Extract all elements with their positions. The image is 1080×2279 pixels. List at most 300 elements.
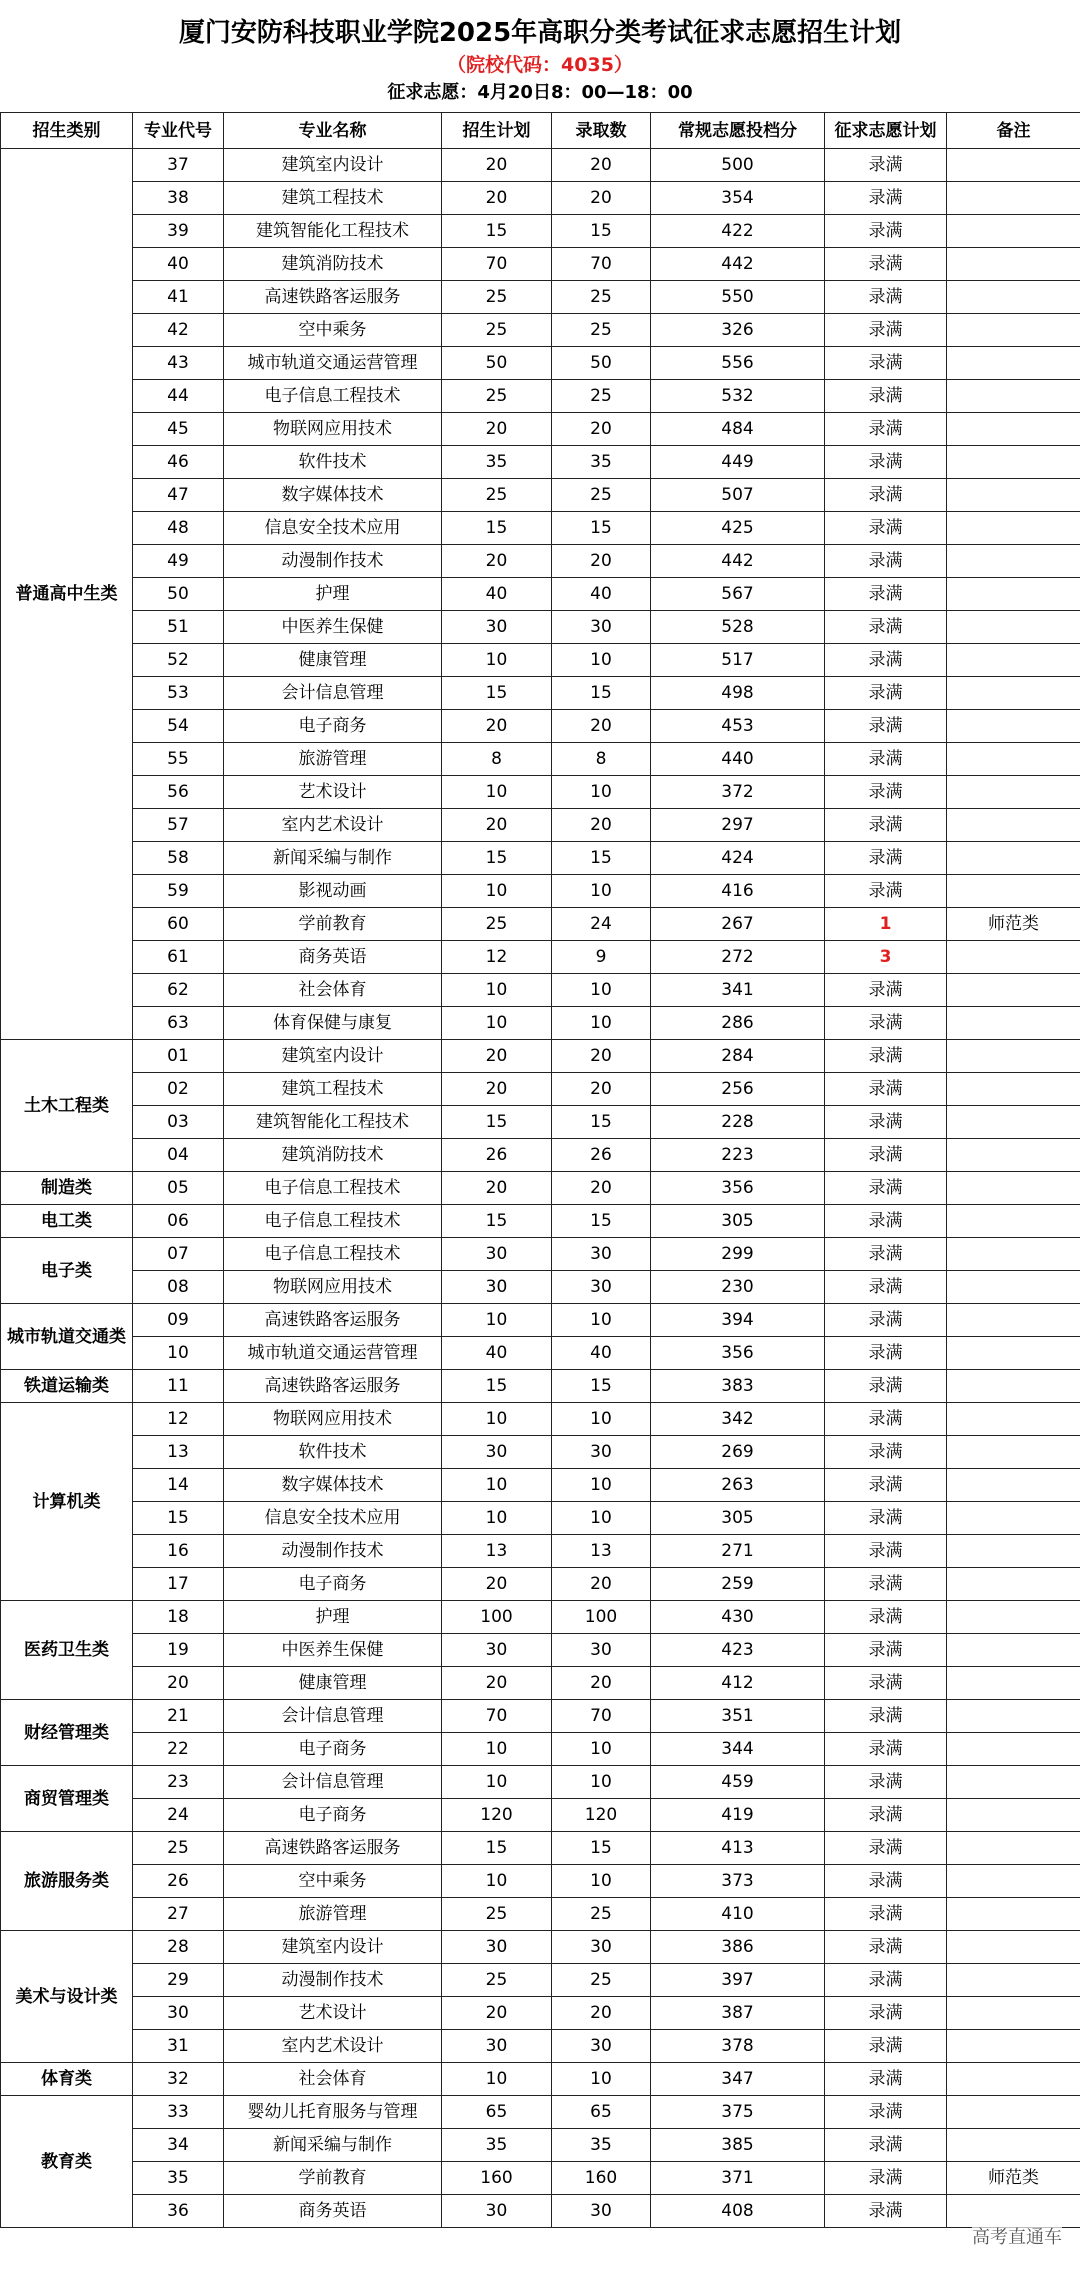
- cell-major: 健康管理: [224, 644, 442, 677]
- cell-plan: 20: [442, 1040, 552, 1073]
- cell-admitted: 15: [552, 1832, 651, 1865]
- cell-score: 385: [651, 2129, 825, 2162]
- table-row: [1, 1601, 1080, 1634]
- cell-admitted: 30: [552, 1634, 651, 1667]
- cell-remark: [947, 1238, 1080, 1271]
- cell-category: 商贸管理类: [1, 1766, 133, 1832]
- cell-category: 铁道运输类: [1, 1370, 133, 1403]
- col-header-major: 专业名称: [224, 113, 442, 149]
- cell-solicit-plan: 录满: [825, 875, 947, 908]
- cell-code: 19: [133, 1634, 224, 1667]
- cell-plan: 120: [442, 1799, 552, 1832]
- cell-admitted: 25: [552, 314, 651, 347]
- cell-plan: 35: [442, 2129, 552, 2162]
- cell-plan: 26: [442, 1139, 552, 1172]
- cell-plan: 15: [442, 1106, 552, 1139]
- table-row: [1, 512, 1080, 545]
- table-row: [1, 1799, 1080, 1832]
- cell-major: 高速铁路客运服务: [224, 1832, 442, 1865]
- cell-major: 建筑室内设计: [224, 1040, 442, 1073]
- cell-remark: [947, 1172, 1080, 1205]
- table-row: [1, 875, 1080, 908]
- cell-plan: 15: [442, 842, 552, 875]
- cell-code: 17: [133, 1568, 224, 1601]
- cell-major: 会计信息管理: [224, 1700, 442, 1733]
- cell-solicit-plan: 录满: [825, 1469, 947, 1502]
- cell-major: 建筑消防技术: [224, 248, 442, 281]
- table-row: [1, 1898, 1080, 1931]
- cell-major: 电子商务: [224, 1568, 442, 1601]
- cell-major: 社会体育: [224, 974, 442, 1007]
- cell-major: 城市轨道交通运营管理: [224, 1337, 442, 1370]
- cell-plan: 20: [442, 1568, 552, 1601]
- cell-admitted: 70: [552, 248, 651, 281]
- table-row: [1, 545, 1080, 578]
- cell-admitted: 30: [552, 1271, 651, 1304]
- cell-admitted: 20: [552, 149, 651, 182]
- cell-remark: [947, 1766, 1080, 1799]
- cell-plan: 40: [442, 1337, 552, 1370]
- cell-remark: [947, 1568, 1080, 1601]
- table-row: [1, 380, 1080, 413]
- table-row: [1, 710, 1080, 743]
- cell-score: 498: [651, 677, 825, 710]
- cell-remark: [947, 2129, 1080, 2162]
- cell-plan: 12: [442, 941, 552, 974]
- cell-plan: 30: [442, 2195, 552, 2228]
- cell-admitted: 10: [552, 2063, 651, 2096]
- admission-plan-table: [0, 112, 1080, 2228]
- cell-plan: 10: [442, 1766, 552, 1799]
- cell-remark: [947, 776, 1080, 809]
- cell-plan: 10: [442, 875, 552, 908]
- cell-score: 387: [651, 1997, 825, 2030]
- cell-plan: 100: [442, 1601, 552, 1634]
- table-row: [1, 611, 1080, 644]
- cell-admitted: 15: [552, 1205, 651, 1238]
- cell-remark: [947, 1337, 1080, 1370]
- table-row: [1, 2096, 1080, 2129]
- cell-major: 艺术设计: [224, 1997, 442, 2030]
- cell-remark: [947, 1304, 1080, 1337]
- page-header: [0, 0, 1080, 112]
- cell-score: 256: [651, 1073, 825, 1106]
- cell-category: 城市轨道交通类: [1, 1304, 133, 1370]
- cell-code: 05: [133, 1172, 224, 1205]
- cell-plan: 20: [442, 1172, 552, 1205]
- cell-category: 制造类: [1, 1172, 133, 1205]
- cell-solicit-plan: 1: [825, 908, 947, 941]
- col-header-plan: 招生计划: [442, 113, 552, 149]
- cell-major: 建筑工程技术: [224, 1073, 442, 1106]
- cell-score: 326: [651, 314, 825, 347]
- watermark: 高考直通车: [972, 2223, 1062, 2249]
- cell-admitted: 30: [552, 611, 651, 644]
- cell-major: 电子信息工程技术: [224, 1172, 442, 1205]
- table-row: [1, 1865, 1080, 1898]
- cell-admitted: 70: [552, 1700, 651, 1733]
- table-row: [1, 2162, 1080, 2195]
- cell-score: 449: [651, 446, 825, 479]
- cell-plan: 10: [442, 2063, 552, 2096]
- cell-plan: 10: [442, 1502, 552, 1535]
- table-row: [1, 1271, 1080, 1304]
- cell-code: 03: [133, 1106, 224, 1139]
- cell-plan: 25: [442, 281, 552, 314]
- cell-plan: 13: [442, 1535, 552, 1568]
- cell-major: 动漫制作技术: [224, 1535, 442, 1568]
- table-row: [1, 1139, 1080, 1172]
- cell-admitted: 25: [552, 1898, 651, 1931]
- cell-remark: [947, 1139, 1080, 1172]
- cell-solicit-plan: 录满: [825, 1931, 947, 1964]
- table-row: [1, 182, 1080, 215]
- cell-remark: [947, 545, 1080, 578]
- cell-plan: 20: [442, 413, 552, 446]
- cell-major: 高速铁路客运服务: [224, 1370, 442, 1403]
- cell-plan: 10: [442, 776, 552, 809]
- cell-remark: [947, 281, 1080, 314]
- table-row: [1, 1568, 1080, 1601]
- table-row: [1, 776, 1080, 809]
- table-row: [1, 1106, 1080, 1139]
- cell-score: 386: [651, 1931, 825, 1964]
- cell-admitted: 20: [552, 1997, 651, 2030]
- cell-solicit-plan: 录满: [825, 1436, 947, 1469]
- cell-solicit-plan: 录满: [825, 1799, 947, 1832]
- cell-admitted: 20: [552, 1073, 651, 1106]
- cell-admitted: 30: [552, 2030, 651, 2063]
- cell-score: 397: [651, 1964, 825, 1997]
- cell-remark: [947, 1832, 1080, 1865]
- cell-code: 28: [133, 1931, 224, 1964]
- cell-solicit-plan: 录满: [825, 1865, 947, 1898]
- cell-plan: 10: [442, 1304, 552, 1337]
- table-row: [1, 941, 1080, 974]
- cell-code: 30: [133, 1997, 224, 2030]
- cell-remark: [947, 1898, 1080, 1931]
- cell-remark: [947, 1733, 1080, 1766]
- cell-plan: 50: [442, 347, 552, 380]
- cell-admitted: 26: [552, 1139, 651, 1172]
- cell-solicit-plan: 录满: [825, 1535, 947, 1568]
- cell-score: 271: [651, 1535, 825, 1568]
- cell-plan: 25: [442, 1898, 552, 1931]
- cell-code: 50: [133, 578, 224, 611]
- cell-code: 08: [133, 1271, 224, 1304]
- cell-score: 424: [651, 842, 825, 875]
- cell-admitted: 20: [552, 1040, 651, 1073]
- cell-solicit-plan: 录满: [825, 743, 947, 776]
- cell-score: 375: [651, 2096, 825, 2129]
- cell-remark: [947, 1634, 1080, 1667]
- cell-admitted: 20: [552, 1568, 651, 1601]
- cell-score: 351: [651, 1700, 825, 1733]
- cell-code: 54: [133, 710, 224, 743]
- cell-major: 空中乘务: [224, 314, 442, 347]
- cell-solicit-plan: 录满: [825, 2063, 947, 2096]
- table-row: [1, 1502, 1080, 1535]
- cell-solicit-plan: 录满: [825, 1172, 947, 1205]
- cell-remark: [947, 611, 1080, 644]
- cell-plan: 30: [442, 2030, 552, 2063]
- cell-solicit-plan: 录满: [825, 512, 947, 545]
- application-time: 征求志愿：4月20日8：00—18：00: [387, 82, 693, 103]
- table-row: [1, 1205, 1080, 1238]
- cell-remark: [947, 149, 1080, 182]
- cell-code: 58: [133, 842, 224, 875]
- cell-code: 55: [133, 743, 224, 776]
- table-row: [1, 1073, 1080, 1106]
- cell-admitted: 40: [552, 1337, 651, 1370]
- table-row: [1, 974, 1080, 1007]
- cell-plan: 15: [442, 215, 552, 248]
- cell-remark: [947, 2063, 1080, 2096]
- cell-admitted: 25: [552, 479, 651, 512]
- cell-major: 数字媒体技术: [224, 1469, 442, 1502]
- cell-admitted: 20: [552, 1172, 651, 1205]
- cell-score: 299: [651, 1238, 825, 1271]
- cell-plan: 30: [442, 1931, 552, 1964]
- cell-code: 20: [133, 1667, 224, 1700]
- cell-remark: [947, 1964, 1080, 1997]
- cell-admitted: 24: [552, 908, 651, 941]
- cell-solicit-plan: 录满: [825, 347, 947, 380]
- cell-remark: [947, 1403, 1080, 1436]
- cell-solicit-plan: 录满: [825, 1601, 947, 1634]
- table-row: [1, 2195, 1080, 2228]
- cell-major: 电子信息工程技术: [224, 380, 442, 413]
- cell-major: 新闻采编与制作: [224, 842, 442, 875]
- cell-score: 442: [651, 545, 825, 578]
- cell-code: 21: [133, 1700, 224, 1733]
- cell-score: 567: [651, 578, 825, 611]
- cell-remark: [947, 314, 1080, 347]
- cell-code: 04: [133, 1139, 224, 1172]
- table-row: [1, 479, 1080, 512]
- table-row: [1, 809, 1080, 842]
- cell-solicit-plan: 录满: [825, 1502, 947, 1535]
- cell-admitted: 30: [552, 1931, 651, 1964]
- cell-solicit-plan: 录满: [825, 2030, 947, 2063]
- cell-major: 电子商务: [224, 710, 442, 743]
- cell-remark: [947, 1436, 1080, 1469]
- cell-remark: [947, 1370, 1080, 1403]
- cell-major: 高速铁路客运服务: [224, 1304, 442, 1337]
- cell-admitted: 20: [552, 710, 651, 743]
- cell-code: 22: [133, 1733, 224, 1766]
- cell-plan: 25: [442, 479, 552, 512]
- cell-major: 建筑工程技术: [224, 182, 442, 215]
- cell-code: 12: [133, 1403, 224, 1436]
- cell-code: 02: [133, 1073, 224, 1106]
- table-row: [1, 1997, 1080, 2030]
- cell-major: 物联网应用技术: [224, 413, 442, 446]
- cell-major: 新闻采编与制作: [224, 2129, 442, 2162]
- cell-remark: [947, 1931, 1080, 1964]
- table-row: [1, 1931, 1080, 1964]
- cell-code: 24: [133, 1799, 224, 1832]
- table-row: [1, 1766, 1080, 1799]
- cell-major: 旅游管理: [224, 743, 442, 776]
- cell-score: 354: [651, 182, 825, 215]
- cell-admitted: 10: [552, 1007, 651, 1040]
- table-row: [1, 908, 1080, 941]
- cell-plan: 35: [442, 446, 552, 479]
- cell-solicit-plan: 录满: [825, 578, 947, 611]
- cell-plan: 30: [442, 1436, 552, 1469]
- cell-code: 26: [133, 1865, 224, 1898]
- cell-code: 56: [133, 776, 224, 809]
- cell-admitted: 10: [552, 1403, 651, 1436]
- cell-score: 412: [651, 1667, 825, 1700]
- cell-code: 60: [133, 908, 224, 941]
- cell-major: 会计信息管理: [224, 1766, 442, 1799]
- cell-admitted: 15: [552, 512, 651, 545]
- cell-plan: 30: [442, 1271, 552, 1304]
- cell-major: 健康管理: [224, 1667, 442, 1700]
- cell-major: 建筑智能化工程技术: [224, 215, 442, 248]
- cell-admitted: 30: [552, 1436, 651, 1469]
- cell-plan: 30: [442, 611, 552, 644]
- cell-solicit-plan: 录满: [825, 1568, 947, 1601]
- cell-code: 11: [133, 1370, 224, 1403]
- cell-admitted: 10: [552, 974, 651, 1007]
- cell-admitted: 15: [552, 1106, 651, 1139]
- cell-remark: [947, 974, 1080, 1007]
- cell-admitted: 25: [552, 1964, 651, 1997]
- cell-code: 36: [133, 2195, 224, 2228]
- cell-code: 37: [133, 149, 224, 182]
- cell-score: 442: [651, 248, 825, 281]
- cell-code: 10: [133, 1337, 224, 1370]
- cell-solicit-plan: 录满: [825, 1040, 947, 1073]
- cell-solicit-plan: 录满: [825, 1370, 947, 1403]
- cell-remark: [947, 842, 1080, 875]
- cell-remark: [947, 2030, 1080, 2063]
- cell-remark: [947, 644, 1080, 677]
- cell-remark: [947, 2096, 1080, 2129]
- cell-solicit-plan: 录满: [825, 1733, 947, 1766]
- cell-major: 电子商务: [224, 1733, 442, 1766]
- cell-remark: [947, 1205, 1080, 1238]
- cell-code: 48: [133, 512, 224, 545]
- cell-code: 61: [133, 941, 224, 974]
- cell-score: 440: [651, 743, 825, 776]
- cell-score: 416: [651, 875, 825, 908]
- cell-plan: 20: [442, 1997, 552, 2030]
- table-row: [1, 281, 1080, 314]
- cell-admitted: 100: [552, 1601, 651, 1634]
- cell-code: 13: [133, 1436, 224, 1469]
- col-header-code: 专业代号: [133, 113, 224, 149]
- cell-code: 16: [133, 1535, 224, 1568]
- cell-remark: [947, 677, 1080, 710]
- cell-remark: [947, 1535, 1080, 1568]
- cell-admitted: 25: [552, 380, 651, 413]
- cell-remark: [947, 1700, 1080, 1733]
- cell-admitted: 20: [552, 182, 651, 215]
- cell-plan: 20: [442, 1073, 552, 1106]
- cell-major: 室内艺术设计: [224, 809, 442, 842]
- cell-score: 556: [651, 347, 825, 380]
- cell-admitted: 10: [552, 1766, 651, 1799]
- cell-major: 动漫制作技术: [224, 1964, 442, 1997]
- cell-score: 342: [651, 1403, 825, 1436]
- cell-score: 419: [651, 1799, 825, 1832]
- cell-solicit-plan: 录满: [825, 644, 947, 677]
- cell-category: 医药卫生类: [1, 1601, 133, 1700]
- cell-code: 59: [133, 875, 224, 908]
- cell-solicit-plan: 录满: [825, 710, 947, 743]
- cell-admitted: 120: [552, 1799, 651, 1832]
- cell-plan: 65: [442, 2096, 552, 2129]
- cell-plan: 25: [442, 314, 552, 347]
- school-code: （院校代码：4035）: [447, 54, 633, 76]
- cell-score: 425: [651, 512, 825, 545]
- cell-score: 500: [651, 149, 825, 182]
- cell-solicit-plan: 录满: [825, 1964, 947, 1997]
- table-row: [1, 413, 1080, 446]
- table-row: [1, 1700, 1080, 1733]
- cell-score: 528: [651, 611, 825, 644]
- cell-solicit-plan: 录满: [825, 1139, 947, 1172]
- cell-major: 建筑消防技术: [224, 1139, 442, 1172]
- cell-solicit-plan: 3: [825, 941, 947, 974]
- cell-remark: [947, 380, 1080, 413]
- cell-category: 电工类: [1, 1205, 133, 1238]
- cell-major: 建筑智能化工程技术: [224, 1106, 442, 1139]
- cell-code: 52: [133, 644, 224, 677]
- cell-plan: 160: [442, 2162, 552, 2195]
- cell-solicit-plan: 录满: [825, 2195, 947, 2228]
- cell-solicit-plan: 录满: [825, 2162, 947, 2195]
- cell-admitted: 15: [552, 1370, 651, 1403]
- cell-admitted: 10: [552, 776, 651, 809]
- cell-remark: 师范类: [947, 908, 1080, 941]
- cell-code: 57: [133, 809, 224, 842]
- cell-solicit-plan: 录满: [825, 1403, 947, 1436]
- cell-solicit-plan: 录满: [825, 1766, 947, 1799]
- cell-remark: [947, 248, 1080, 281]
- cell-solicit-plan: 录满: [825, 380, 947, 413]
- table-row: [1, 1964, 1080, 1997]
- cell-admitted: 10: [552, 1469, 651, 1502]
- cell-plan: 20: [442, 545, 552, 578]
- cell-solicit-plan: 录满: [825, 1634, 947, 1667]
- cell-code: 38: [133, 182, 224, 215]
- cell-code: 01: [133, 1040, 224, 1073]
- cell-remark: [947, 1502, 1080, 1535]
- table-row: [1, 2129, 1080, 2162]
- cell-solicit-plan: 录满: [825, 1898, 947, 1931]
- cell-solicit-plan: 录满: [825, 1271, 947, 1304]
- cell-major: 中医养生保健: [224, 1634, 442, 1667]
- cell-admitted: 65: [552, 2096, 651, 2129]
- cell-remark: [947, 1469, 1080, 1502]
- cell-score: 371: [651, 2162, 825, 2195]
- table-row: [1, 743, 1080, 776]
- table-row: [1, 1007, 1080, 1040]
- cell-score: 422: [651, 215, 825, 248]
- cell-plan: 10: [442, 644, 552, 677]
- cell-major: 电子信息工程技术: [224, 1238, 442, 1271]
- cell-plan: 20: [442, 809, 552, 842]
- table-row: [1, 578, 1080, 611]
- cell-code: 23: [133, 1766, 224, 1799]
- cell-score: 297: [651, 809, 825, 842]
- cell-major: 婴幼儿托育服务与管理: [224, 2096, 442, 2129]
